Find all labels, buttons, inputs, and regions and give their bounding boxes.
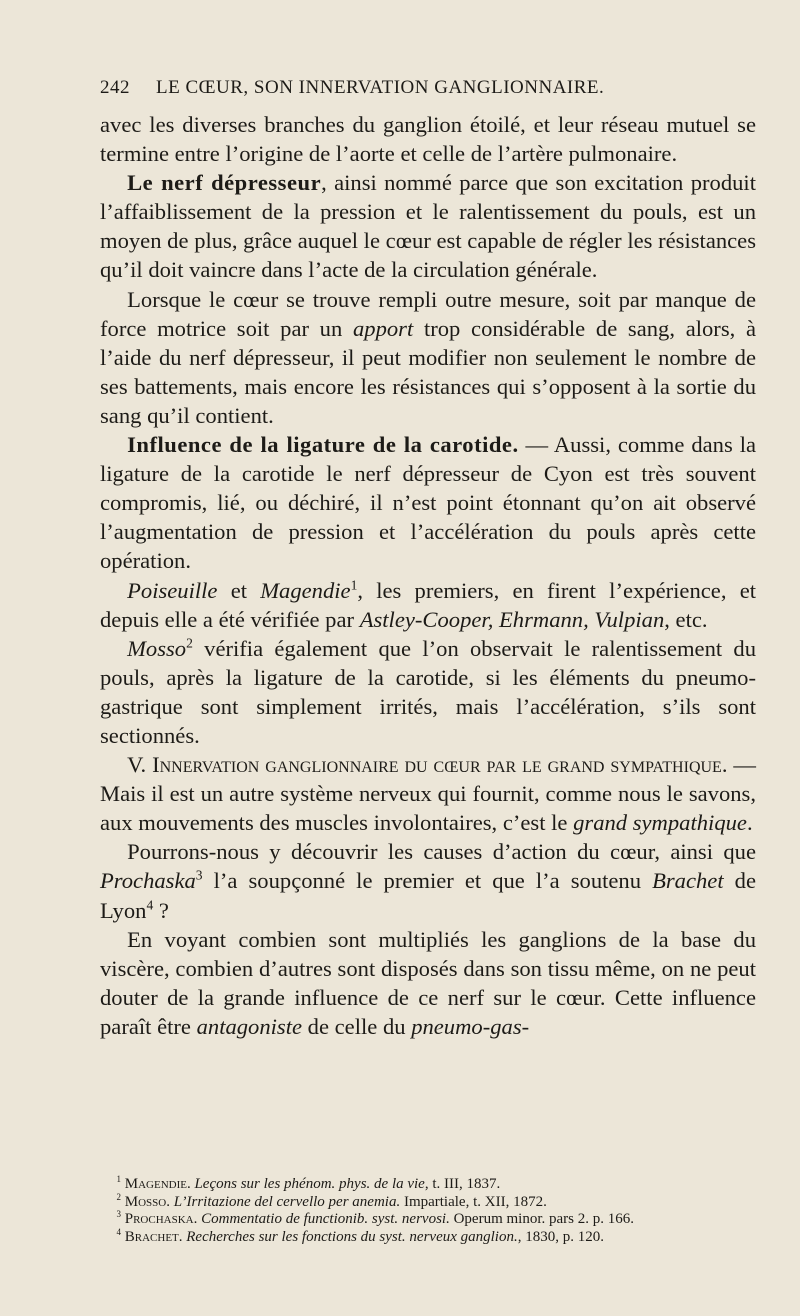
section-heading-sympathique: V. Innervation ganglionnaire du cœur par le grand sympathique.	[127, 752, 728, 778]
footnote-1: $^1$ Magendie. Leçons sur les phénom. phys. de la vie, t. III, 1837.	[116, 1174, 501, 1192]
paragraph-4: Influence de la ligature de la carotide. — Aussi, comme dans la ligature de la carotide le nerf dépresseur de Cyon est très souvent compromis, lié, ou déchiré, il n’est point étonnant qu’on ait observé l’augmentation de pression et l’accélération du pouls après cette opération.	[100, 432, 757, 574]
paragraph-7: V. Innervation ganglionnaire du cœur par le grand sympathique. — Mais il est un autre système nerveux qui fournit, comme nous le savons, aux mouvements des muscles involontaires, c’est le grand sympathique.	[100, 752, 756, 836]
paragraph-1: avec les diverses branches du ganglion étoilé, et leur réseau mutuel se termine entre l’origine de l’aorte et celle de l’artère pulmonaire.	[100, 112, 756, 167]
paragraph-6: Mosso$^2$ vérifia également que l’on observait le ralentissement du pouls, après la ligature de la carotide, si les éléments du pneumo-gastrique sont simplement irrités, mais l’accélération, s’ils sont sectionnés.	[100, 635, 756, 748]
footnote-ref-2: 2	[186, 635, 193, 651]
main-text	[100, 110, 756, 1041]
paragraph-8: Pourrons-nous y découvrir les causes d’action du cœur, ainsi que Prochaska$^3$ l’a soupçonné le premier et que l’a soutenu Brachet de Lyon$^4$ ?	[100, 839, 756, 923]
running-title: LE CŒUR, SON INNERVATION GANGLIONNAIRE.	[156, 77, 605, 98]
footnotes	[100, 1176, 764, 1246]
paragraph-5: Poiseuille et Magendie$^1$, les premiers, en firent l’expérience, et depuis elle a été vérifiée par Astley-Cooper, Ehrmann, Vulpian, etc.	[100, 576, 756, 632]
page-number: 242	[100, 77, 130, 98]
running-header	[100, 74, 700, 102]
footnote-ref-4: 4	[146, 897, 154, 912]
footnote-3: $^3$ Prochaska. Commentatio de functionib. syst. nervosi. Operum minor. pars 2. p. 166.	[116, 1209, 634, 1227]
footnote-4: $^4$ Brachet. Recherches sur les fonctions du syst. nerveux ganglion., 1830, p. 120.	[116, 1226, 604, 1245]
section-heading-nerf-depresseur: Le nerf dépresseur	[127, 170, 322, 196]
paragraph-3: Lorsque le cœur se trouve rempli outre mesure, soit par manque de force motrice soit par un apport trop considérable de sang, alors, à l’aide du nerf dépresseur, il peut modifier non seulement le nombre de ses battements, mais encore les résistances qui s’opposent à la sortie du sang qu’il contient.	[100, 286, 756, 428]
paragraph-9: En voyant combien sont multipliés les ganglions de la base du viscère, combien d’autres sont disposés dans son tissu même, on ne peut douter de la grande influence de ce nerf sur le cœur. Cette influence paraît être antagoniste de celle du pneumo-gas-	[100, 926, 756, 1039]
section-heading-ligature: Influence de la ligature de la carotide.	[127, 432, 519, 458]
footnote-2: $^2$ Mosso. L’Irritazione del cervello per anemia. Impartiale, t. XII, 1872.	[116, 1191, 547, 1210]
paragraph-2: Le nerf dépresseur, ainsi nommé parce que son excitation produit l’affaiblissement de la pression et le ralentissement du pouls, est un moyen de plus, grâce auquel le cœur est capable de régler les résistances qu’il doit vaincre dans l’acte de la circulation générale.	[100, 170, 756, 283]
footnote-ref-1: 1	[350, 576, 358, 592]
footnote-ref-3: 3	[195, 867, 203, 883]
